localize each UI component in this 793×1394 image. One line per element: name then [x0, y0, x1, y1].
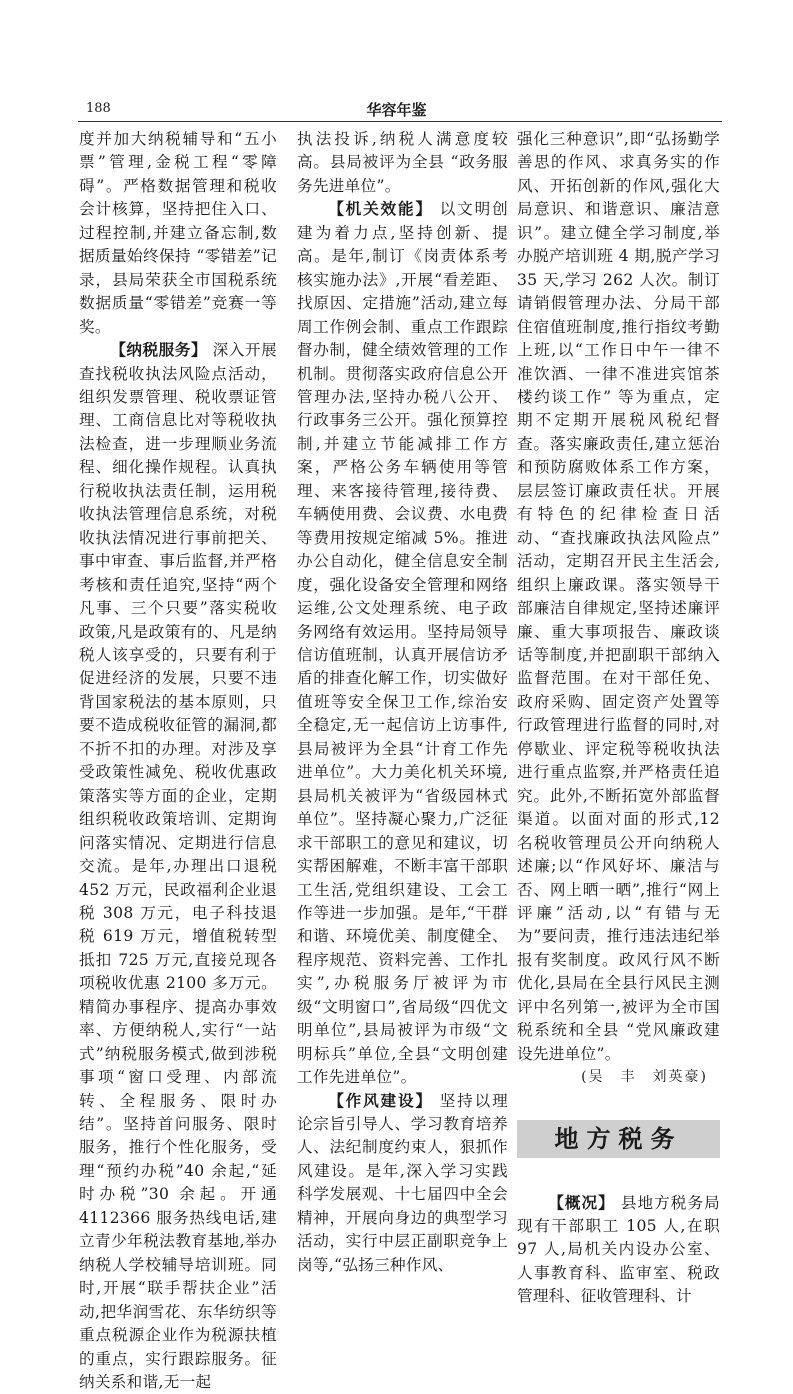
paragraph-continuation: 执法投诉,纳税人满意度较高。县局被评为全县 “政务服务先进单位”。 — [297, 130, 508, 195]
paragraph-overview — [517, 1192, 720, 1309]
paragraph-text: 坚持以理论宗旨引导人、学习教育培养人、法纪制度约束人，狠抓作风建设。是年,深入学习实践科学发展观、十七届四中全会精神，开展向身边的典型学习活动，实行中层正副职竞争上岗等,“弘扬三种作风、 — [297, 1091, 508, 1274]
paragraph-text: 县地方税务局现有干部职工 105 人,在职 97 人,局机关内设办公室、人事教育科、监审室、税政管理科、征收管理科、计 — [517, 1193, 720, 1306]
section-keyword: 【机关效能】 — [328, 200, 433, 219]
text-column-2 — [297, 128, 508, 1277]
section-keyword: 【概况】 — [548, 1193, 615, 1212]
page-number: 188 — [86, 101, 111, 116]
section-heading-local-tax: 地方税务 — [517, 1120, 720, 1158]
section-keyword: 【作风建设】 — [328, 1091, 433, 1110]
section-keyword: 【纳税服务】 — [110, 341, 208, 360]
author-credit: (吴 丰 刘英豪) — [581, 1069, 708, 1086]
running-header-title: 华容年鉴 — [366, 101, 427, 119]
paragraph-tax-service — [79, 339, 277, 1394]
paragraph-text: 以文明创建为着力点,坚持创新、提高。是年,制订《岗责体系考核实施办法》,开展“看差距、找原因、定措施”活动,建立每周工作例会制、重点工作跟踪督办制，健全绩效管理的工作机制。贯彻落实政府信息公开管理办法,坚持办税八公开、行政事务三公开。强化预算控制,并建立节能减排工作方案，严格公务车辆使用等管理、来客接待管理,接待费、车辆使用费、会议费、水电费等费用按规定缩减 5%。推进办公自动化，健全信息安全制度，强化设备安全管理和网络运维,公文处理系统、电子政务网络有效运用。坚持局领导信访值班制，认真开展信访矛盾的排查化解工作，切实做好值班等安全保卫工作,综治安全稳定,无一起信访上访事件,县局被评为全县“计育工作先进单位”。大力美化机关环境,县局机关被评为“省级园林式单位”。坚持凝心聚力,广泛征求干部职工的意见和建议，切实帮困解难，不断丰富干部职工生活,党组织建设、工会工作等进一步加强。是年,“干群和谐、环境优美、制度健全、程序规范、资料完善、工作扎实”,办税服务厅被评为市级“文明窗口”,省局级“四优文明单位”,县局被评为市级“文明标兵”单位,全县“文明创建工作先进单位”。 — [297, 200, 508, 1087]
paragraph-continuation: 强化三种意识”,即“弘扬勤学善思的作风、求真务实的作风、开拓创新的作风,强化大局意识、和谐意识、廉洁意识”。建立健全学习制度,举办脱产培训班 4 期,脱产学习 35 天,学习 262 人次。制订请销假管理办法、分局干部住宿值班制度,推行指纹考勤上班,以“工作日中午一律不准饮酒、一律不准进宾馆茶楼约谈工作” 等为重点，定期不定期开展税风税纪督查。落实廉政责任,建立惩治和预防腐败体系工作方案，层层签订廉政责任状。开展有特色的纪律检查日活动、“查找廉政执法风险点” 活动，定期召开民主生活会,组织上廉政课。落实领导干部廉洁自律规定,坚持述廉评廉、重大事项报告、廉政谈话等制度,并把副职干部纳入监督范围。在对干部任免、政府采购、固定资产处置等行政管理进行监督的同时,对停歇业、评定税等税收执法进行重点监察,并严格责任追究。此外,不断拓宽外部监督渠道。以面对面的形式,12 名税收管理员公开向纳税人述廉;以“作风好坏、廉洁与否、网上晒一晒”,推行“网上评廉”活动,以“有错与无为”要问责，推行违法违纪举报有奖制度。政风行风不断优化,县局在全县行风民主测评中名列第一,被评为全市国税系统和全县 “党风廉政建设先进单位”。 — [517, 130, 720, 1063]
paragraph-office-efficiency — [297, 198, 508, 1089]
paragraph-continuation: 度并加大纳税辅导和“五小票”管理,金税工程“零障碍”。严格数据管理和税收会计核算，坚持把住入口、过程控制,并建立备忘制,数据质量始终保持 “零错差”记录，县局荣获全市国税系统数据质量“零错差”竞赛一等奖。 — [79, 130, 277, 336]
header-rule — [78, 121, 722, 122]
text-column-1 — [79, 128, 277, 1394]
paragraph-work-style — [297, 1090, 508, 1278]
text-column-3 — [517, 128, 720, 1309]
paragraph-text: 深入开展查找税收执法风险点活动，组织发票管理、税收票证管理、工商信息比对等税收执法检查，进一步理顺业务流程、细化操作规程。认真执行税收执法责任制，运用税收执法管理信息系统，对税收执法情况进行事前把关、事中审查、事后监督,并严格考核和责任追究,坚持“两个凡事、三个只要”落实税收政策,凡是政策有的、凡是纳税人该享受的，只要有利于促进经济的发展，只要不违背国家税法的基本原则，只要不造成税收征管的漏洞,都不折不扣的办理。对涉及享受政策性减免、税收优惠政策落实等方面的企业，定期组织税收政策培训、定期询问落实情况、定期进行信息交流。是年,办理出口退税 452 万元，民政福利企业退税 308 万元，电子科技退税 619 万元，增值税转型抵扣 725 万元,直接兑现各项税收优惠 2100 多万元。精简办事程序、提高办事效率、方便纳税人,实行“一站式”纳税服务模式,做到涉税事项“窗口受理、内部流转、全程服务、限时办结”。坚持首问服务、限时服务，推行个性化服务，受理“预约办税”40 余起,“延时办税”30 余起。开通 4112366 服务热线电话,建立青少年税法教育基地,举办纳税人学校辅导培训班。同时,开展“联手帮扶企业”活动,把华润雪花、东华纺织等重点税源企业作为税源扶植的重点，实行跟踪服务。征纳关系和谐,无一起 — [79, 341, 277, 1392]
